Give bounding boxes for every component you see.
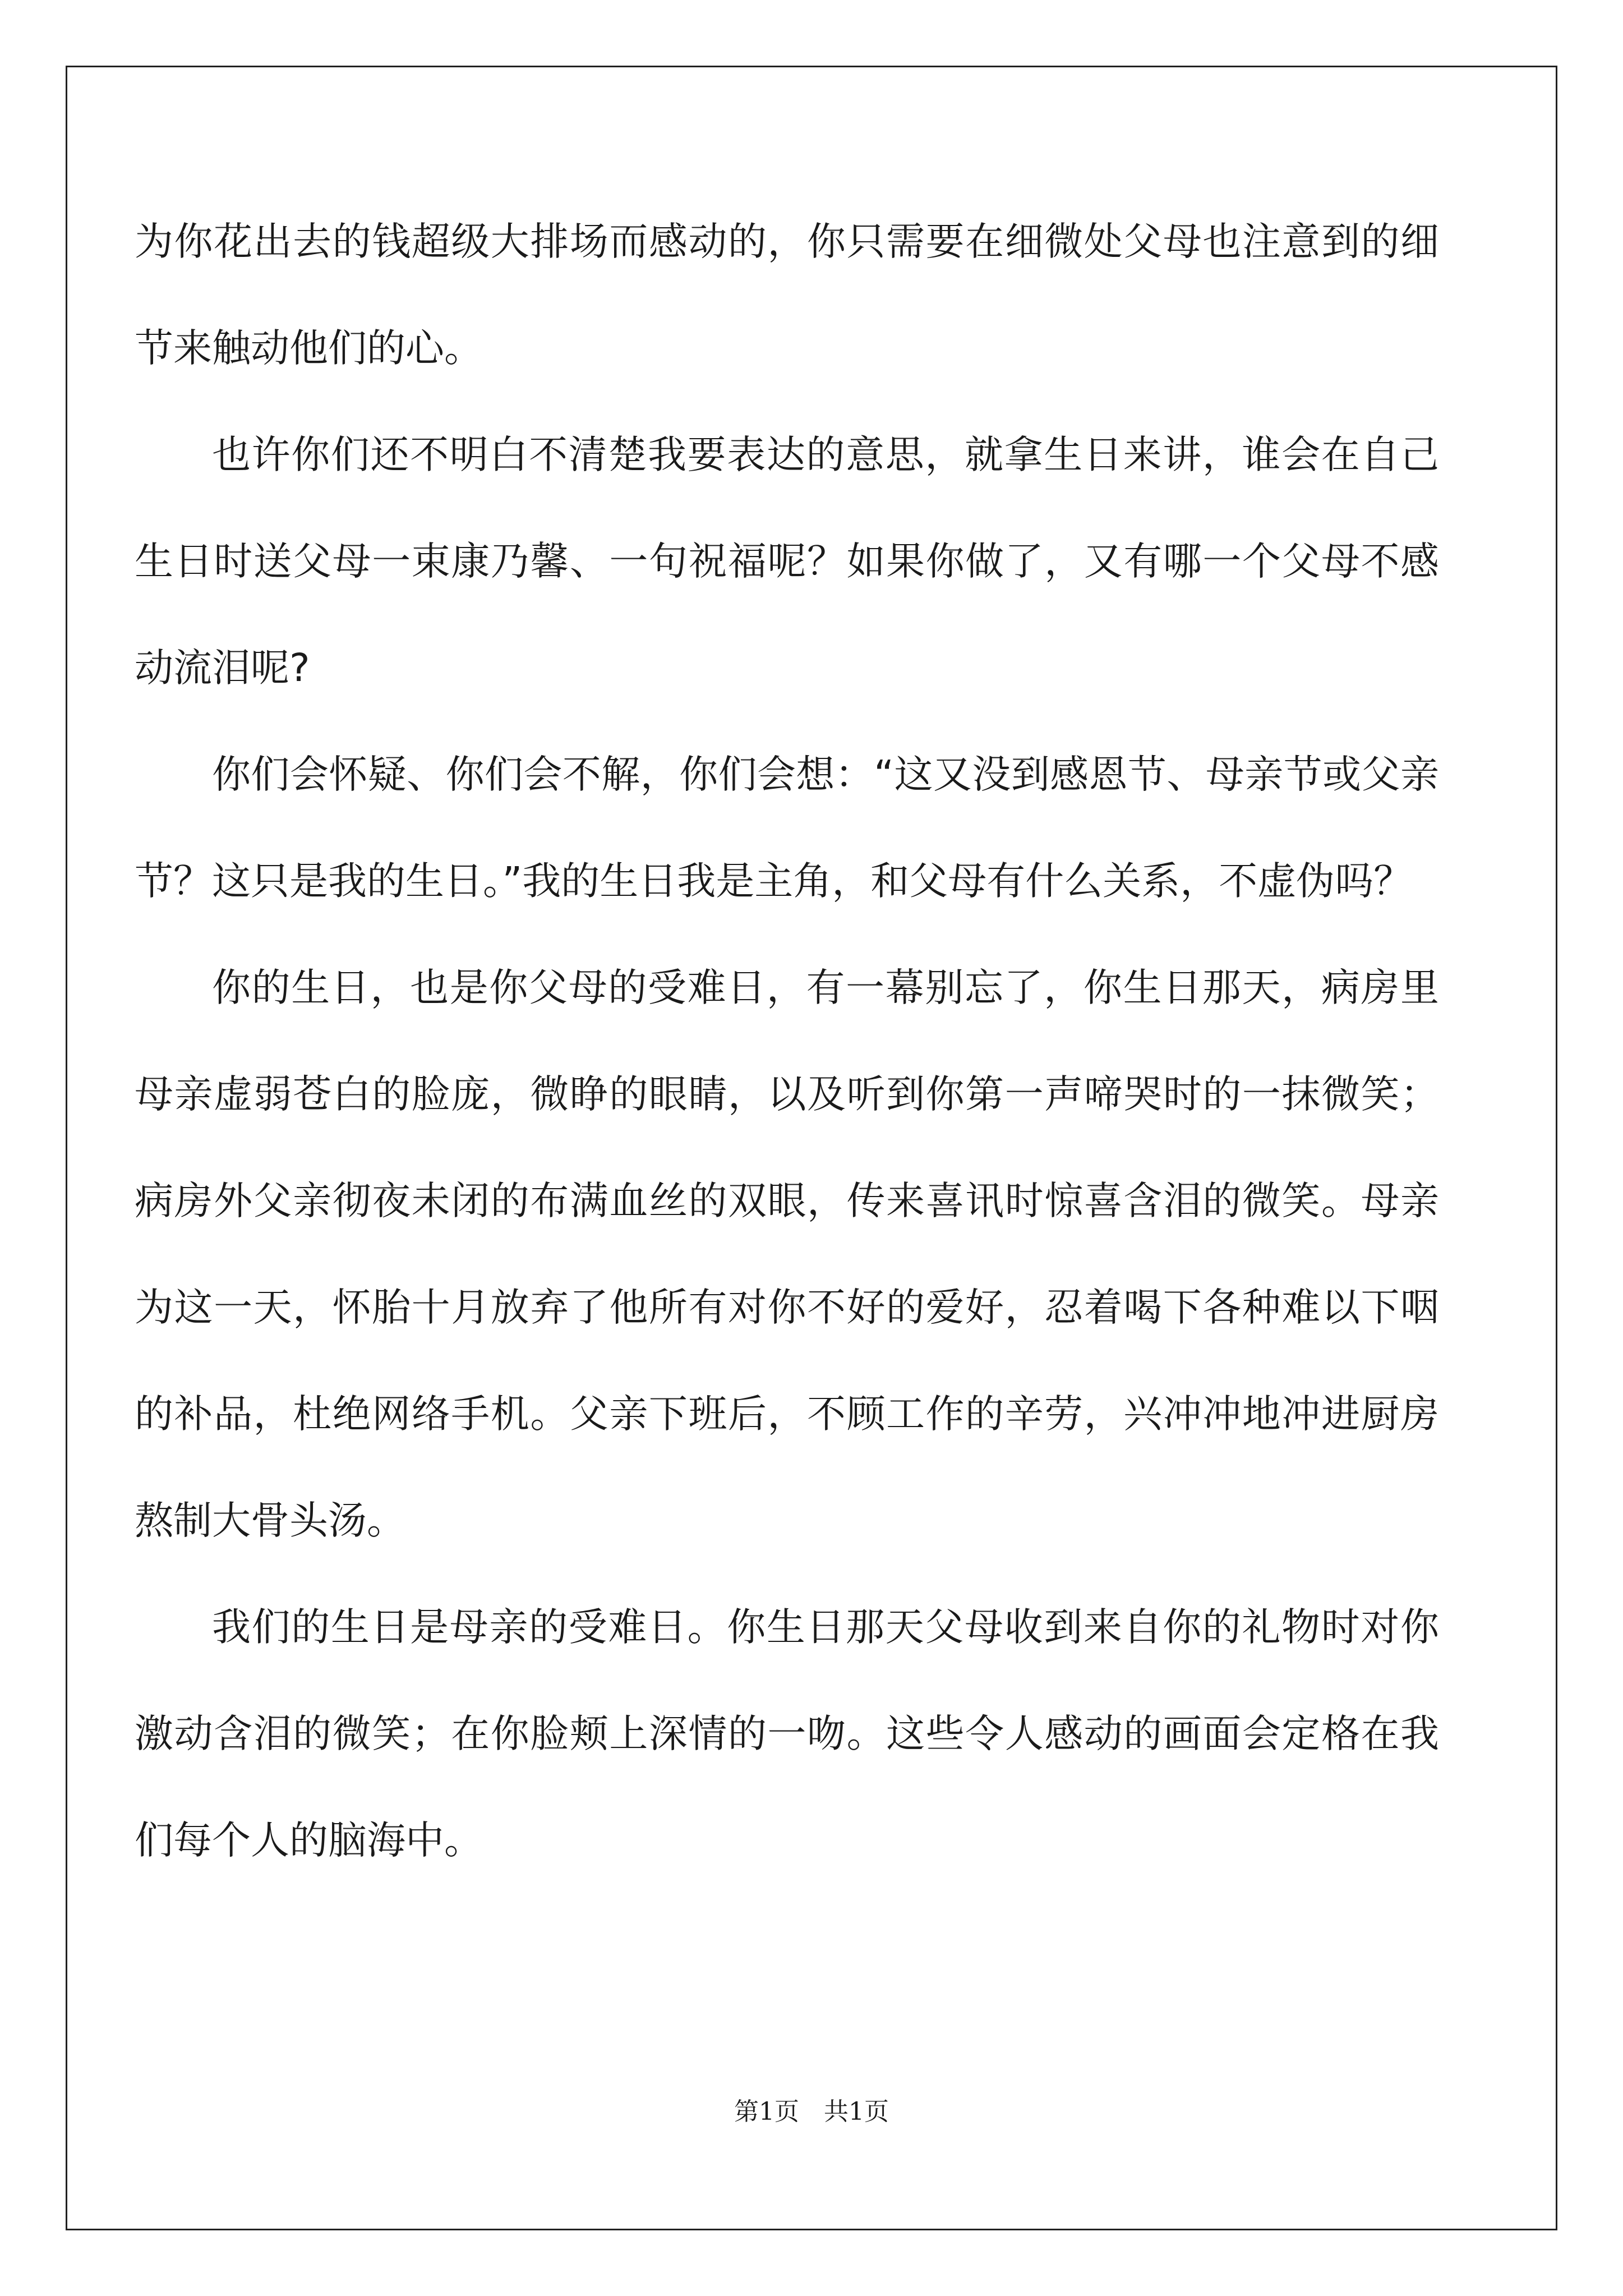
- paragraph-4: 你的生日，也是你父母的受难日，有一幕别忘了，你生日那天，病房里母亲虚弱苍白的脸庞，微睁的眼睛，以及听到你第一声啼哭时的一抹微笑；病房外父亲彻夜未闭的布满血丝的双眼，传来喜讯时惊喜含泪的微笑。母亲为这一天，怀胎十月放弃了他所有对你不好的爱好，忍着喝下各种难以下咽的补品，杜绝网络手机。父亲下班后，不顾工作的辛劳，兴冲冲地冲进厨房熬制大骨头汤。: [135, 965, 1439, 1543]
- document-body: [135, 188, 1439, 1894]
- paragraph-3: 你们会怀疑、你们会不解，你们会想：“这又没到感恩节、母亲节或父亲节？这只是我的生日。”我的生日我是主角，和父母有什么关系，不虚伪吗？: [135, 752, 1439, 904]
- paragraph-2: 也许你们还不明白不清楚我要表达的意思，就拿生日来讲，谁会在自己生日时送父母一束康乃馨、一句祝福呢？如果你做了，又有哪一个父母不感动流泪呢?: [135, 432, 1439, 691]
- page-total: 共1页: [824, 2097, 889, 2126]
- page-number: 第1页: [734, 2097, 799, 2126]
- paragraph-1: 为你花出去的钱超级大排场而感动的，你只需要在细微处父母也注意到的细节来触动他们的心。: [135, 219, 1439, 371]
- page-footer: [0, 2095, 1623, 2129]
- paragraph-5: 我们的生日是母亲的受难日。你生日那天父母收到来自你的礼物时对你激动含泪的微笑；在你脸颊上深情的一吻。这些令人感动的画面会定格在我们每个人的脑海中。: [135, 1605, 1439, 1863]
